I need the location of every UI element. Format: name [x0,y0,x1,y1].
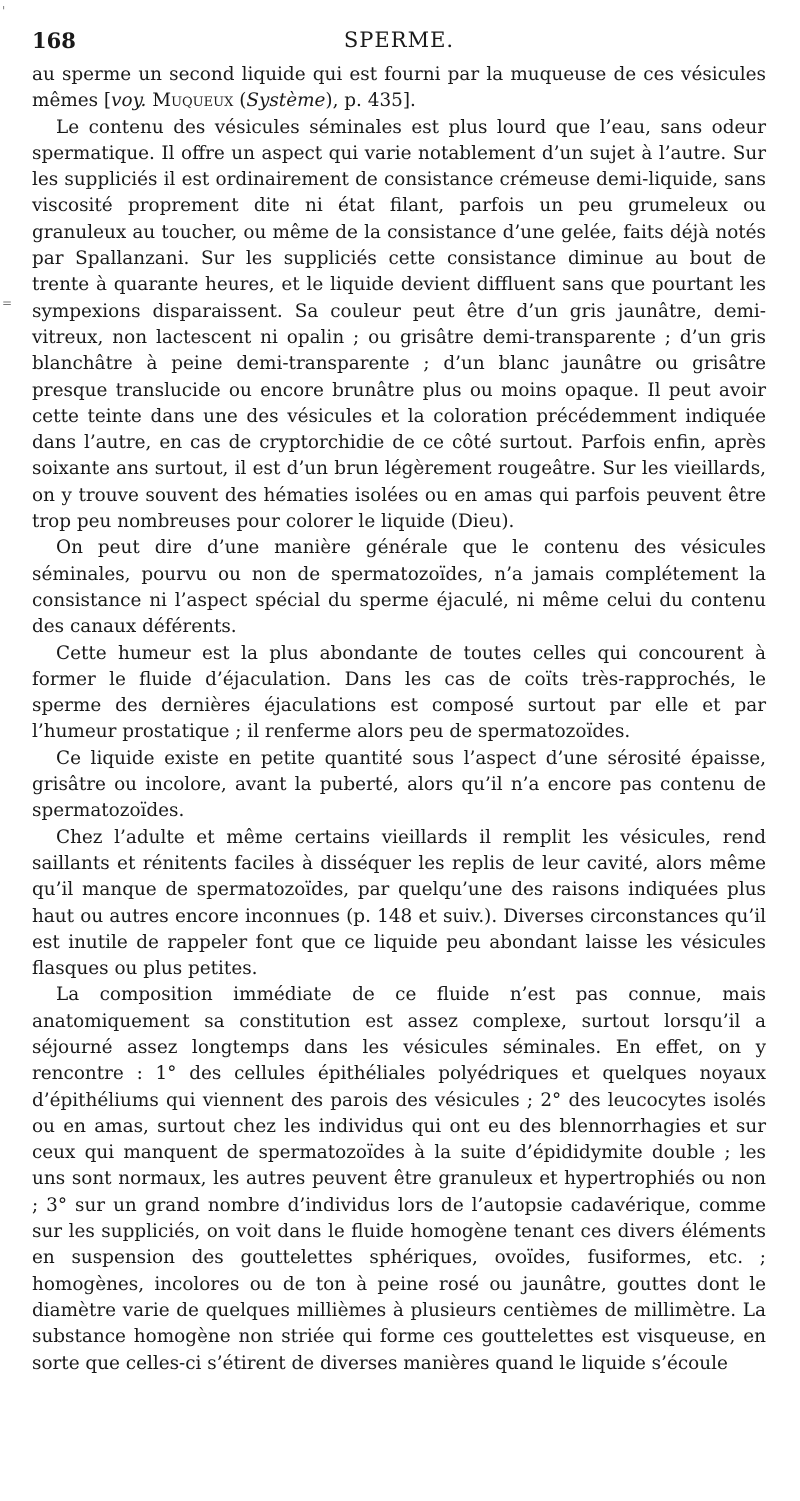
para1-text: au sperme un second liquide qui est fourni par la muqueuse de ces vésicules mêmes [ [32,64,766,112]
systeme-ref: Système [246,90,326,112]
paragraph-maniere-generale: On peut dire d’une manière générale que le contenu des vésicules séminales, pourvu ou non de spermatozoïdes, n’a jamais complétement la consistance ni l’aspect spécial du sperme éjaculé, ni même celui du contenu des canaux déférents. [32,537,766,638]
paragraph-puberte: Ce liquide existe en petite quantité sous l’aspect d’une sérosité épaisse, grisâtre ou incolore, avant la puberté, alors qu’il n’a encore pas contenu de spermatozoïdes. [32,747,766,822]
paragraph-humeur: Cette humeur est la plus abondante de toutes celles qui concourent à former le fluide d’éjaculation. Dans les cas de coïts très-rapprochés, le sperme des dernières éjaculations est composé surtout par elle et par l’humeur prostatique ; il renferme alors peu de spermatozoïdes. [32,642,766,743]
page-ref: ), p. 435]. [325,90,416,112]
paragraph-continuation: au sperme un second liquide qui est fourni par la muqueuse de ces vésicules mêmes [voy. Muqueux (Système), p. 435]. [32,64,766,112]
paragraph-adulte: Chez l’adulte et même certains vieillards il remplit les vésicules, rend saillants et rénitents faciles à disséquer les replis de leur cavité, alors même qu’il manque de spermatozoïdes, par quelqu’une des raisons indiquées plus haut ou autres encore inconnues (p. 148 et suiv.). Diverses circonstances qu’il est inutile de rappeler font que ce liquide peu abondant laisse les vésicules flasques ou plus petites. [32,826,766,980]
running-title: SPERME. [343,28,455,52]
paragraph-composition: La composition immédiate de ce fluide n’est pas connue, mais anatomiquement sa constitution est assez complexe, surtout lorsqu’il a séjourné assez longtemps dans les vésicules séminales. En effet, on y rencontre : 1° des cellules épithéliales polyédriques et quelques noyaux d’épithéliums qui viennent des parois des vésicules ; 2° des leucocytes isolés ou en amas, surtout chez les individus qui ont eu des blennorrhagies et sur ceux qui manquent de spermatozoïdes à la suite d’épididymite double ; les uns sont normaux, les autres peuvent être granuleux et hypertrophiés ou non ; 3° sur un grand nombre d’individus lors de l’autopsie cadavérique, comme sur les suppliciés, on voit dans le fluide homogène tenant ces divers éléments en suspension des gouttelettes sphériques, ovoïdes, fusiformes, etc. ; homogènes, incolores ou de ton à peine rosé ou jaunâtre, gouttes dont le diamètre varie de quelques millièmes à plusieurs centièmes de millimètre. La substance homogène non striée qui forme ces gouttelettes est visqueuse, en sorte que celles-ci s’étirent de diverses manières quand le liquide s’écoule [32,984,766,1374]
paragraph-contenu: Le contenu des vésicules séminales est plus lourd que l’eau, sans odeur spermatique. Il offre un aspect qui varie notablement d’un sujet à l’autre. Sur les suppliciés il est ordinairement de consistance crémeuse demi-liquide, sans viscosité proprement dite ni état filant, parfois un peu grumeleux ou granuleux au toucher, ou même de la consistance d’une gelée, faits déjà notés par Spallanzani. Sur les suppliciés cette consistance diminue au bout de trente à quarante heures, et le liquide devient diffluent sans que pourtant les sympexions disparaissent. Sa couleur peut être d’un gris jaunâtre, demi-vitreux, non lactescent ni opalin ; ou grisâtre demi-transparente ; d’un gris blanchâtre à peine demi-transparente ; d’un blanc jaunâtre ou grisâtre presque translucide ou encore brunâtre plus ou moins opaque. Il peut avoir cette teinte dans une des vésicules et la coloration précédemment indiquée dans l’autre, en cas de cryptorchidie de ce côté surtout. Parfois enfin, après soixante ans surtout, il est d’un brun légèrement rougeâtre. Sur les vieillards, on y trouve souvent des hématies isolées ou en amas qui parfois peuvent être trop peu nombreuses pour colorer le liquide (Dieu). [32,116,766,533]
muqueux-ref: Muqueux [152,90,234,112]
margin-mark: = [2,296,13,310]
page-body [32,62,766,1377]
page-number: 168 [32,28,76,53]
page-header [32,28,766,58]
scan-speck: ' [2,4,6,18]
voy-abbrev: voy. [111,90,147,112]
